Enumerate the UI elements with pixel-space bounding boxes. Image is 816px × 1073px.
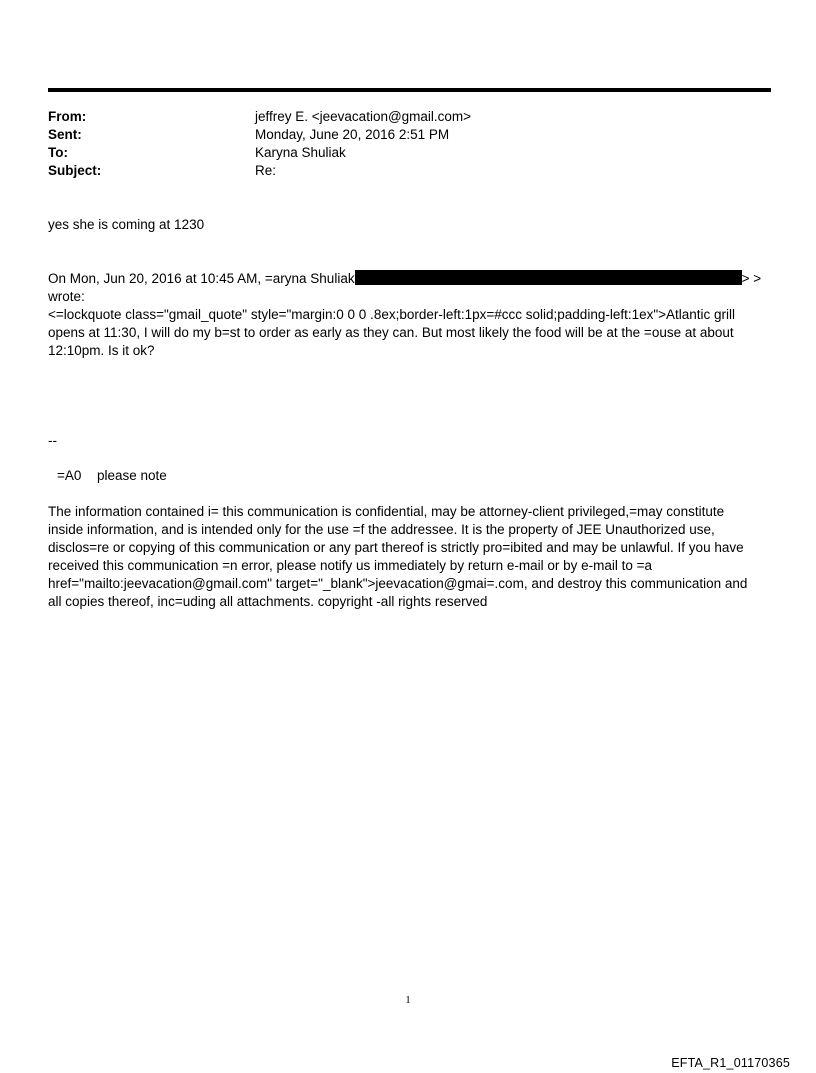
disclaimer-text: The information contained i= this communication is confidential, may be attorney-client privileged,=may constitute inside information, and is intended only for the use =f the addressee. It is the property of JEE Unauthorized use, disclos=re or copying of this communication or any part thereof is strictly pro=ibited and may be unlawful. If you have received this communication =n error, please notify us immediately by return e-mail or by e-mail to =a href="mailto:jeevacation@gmail.com" target="_blank">jeevacation@gmai=.com, and destroy this communication and all copies thereof, inc=uding all attachments. copyright -all rights reserved [48,504,748,609]
quote-intro-prefix: On Mon, Jun 20, 2016 at 10:45 AM, =aryna Shuliak [48,271,355,286]
redaction-block [355,270,742,285]
quoted-message [48,270,763,360]
sent-row [48,126,748,144]
note-line [57,467,772,485]
note-text: please note [97,468,167,483]
quote-text: <=lockquote class="gmail_quote" style="margin:0 0 0 .8ex;border-left:1px=#ccc solid;padding-left:1ex">Atlantic grill opens at 11:30, I will do my b=st to order as early as they can. But most likely the food will be at the =ouse at about 12:10pm. Is it ok? [48,307,736,358]
header-rule [48,88,771,92]
sent-label: Sent: [48,127,82,142]
reply-text: yes she is coming at 1230 [48,217,205,232]
from-value: jeffrey E. <jeevacation@gmail.com> [255,109,472,124]
page-number: 1 [405,994,411,1006]
to-label: To: [48,145,68,160]
subject-label: Subject: [48,163,102,178]
quote-wrote: wrote: [48,289,85,304]
from-label: From: [48,109,87,124]
note-a0: =A0 [57,468,82,483]
from-row [48,108,748,126]
to-value: Karyna Shuliak [255,145,346,160]
sent-value: Monday, June 20, 2016 2:51 PM [255,127,450,142]
to-row [48,144,748,162]
quote-intro [48,270,763,288]
email-header [48,108,748,180]
subject-value: Re: [255,163,277,178]
quote-intro-suffix: > > [741,271,762,286]
document-id: EFTA_R1_01170365 [671,1056,790,1070]
signature-dash: -- [48,433,57,448]
subject-row [48,162,748,180]
